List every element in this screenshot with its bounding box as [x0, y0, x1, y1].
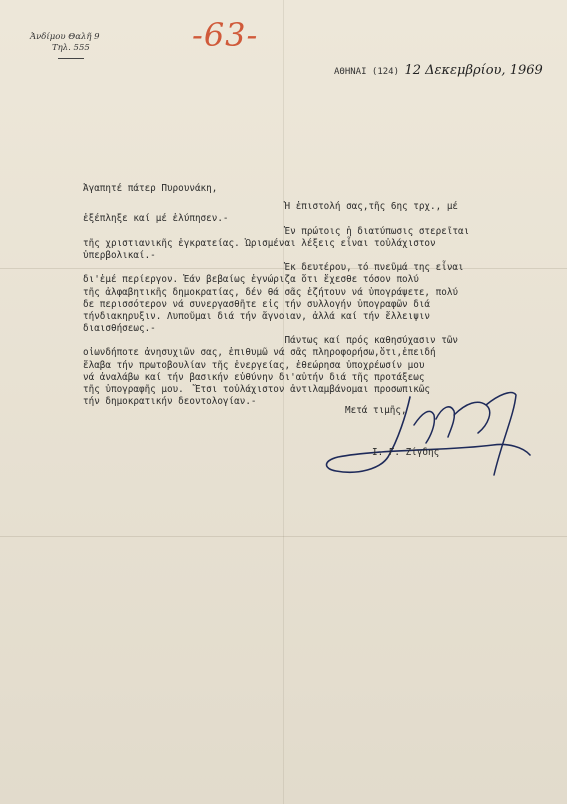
- letter-closing: Μετά τιμῆς,: [345, 405, 407, 416]
- address-underline: [58, 58, 84, 59]
- letter-line: δι'ἐμέ περίεργον. Ἐάν βεβαίως ἐγνώριζα ὅτι ἔχεσθε τόσον πολύ: [83, 274, 419, 286]
- letter-body: [83, 183, 469, 408]
- letter-line: ἔλαβα τήν πρωτοβουλίαν τῆς ἐνεργείας, ἐθεώρησα ὑποχρέωσίν μου: [83, 359, 425, 371]
- letter-line: ἐξέπληξε καί μέ ἐλύπησεν.-: [83, 213, 229, 225]
- letter-line: Πάντως καί πρός καθησύχασιν τῶν: [83, 335, 459, 347]
- dateline-date: 12 Δεκεμβρίου, 1969: [404, 63, 543, 78]
- letter-line: τῆς ὑπογραφῆς μου. Ἔτσι τοὐλάχιστον ἀντιλαμβάνομαι προσωπικῶς: [83, 384, 431, 395]
- letter-line: τῆς ἀλφαβητικῆς δημοκρατίας, δέν θά σᾶς ἐζήτουν νά ὑπογράψετε, πολύ: [83, 286, 459, 298]
- letter-line: Ἐκ δευτέρου, τό πνεῦμά της εἶναι: [83, 262, 464, 274]
- letter-line: Ἐν πρώτοις ἡ διατύπωσις στερεῖται: [83, 225, 470, 237]
- address-phone: Τηλ. 555: [52, 43, 90, 53]
- address-line: Ἀνδίμου Θαλῆ 9: [30, 32, 100, 42]
- letter-line: οἱωνδήποτε ἀνησυχιῶν σας, ἐπιθυμῶ νά σᾶς πληροφορήσω,ὅτι,ἐπειδή: [83, 347, 436, 359]
- dateline-city: ΑΘΗΝΑΙ (124): [334, 67, 400, 77]
- signer-name: Ι. Γ. Ζίγδης: [372, 447, 440, 458]
- letter-line: ὑπερβολικαί.-: [83, 249, 156, 261]
- dateline: [334, 63, 543, 78]
- letter-line: τήνδιακηρυξιν. Λυποῦμαι διά τήν ἄγνοιαν, ἀλλά καί τήν ἔλλειψιν: [83, 310, 431, 322]
- letter-line: τῆς χριστιανικῆς ἐγκρατείας. Ὡρισμέναι λέξεις εἶναι τοὐλάχιστον: [83, 237, 436, 249]
- handwritten-signature: [318, 385, 538, 495]
- letter-salutation: Ἀγαπητέ πάτερ Πυρουνάκη,: [83, 183, 218, 194]
- letter-line: νά ἀναλάβω καί τήν βασικήν εὐθύνην δι'αὐτήν διά τῆς προτάξεως: [83, 371, 425, 383]
- letterhead-address: [30, 32, 100, 54]
- letter-line: Ἡ ἐπιστολή σας,τῆς 6ης τρχ., μέ: [83, 201, 459, 213]
- letter-line: διαισθήσεως.-: [83, 323, 156, 335]
- letter-line: δε περισσότερον νά συνεργασθῆτε εἰς τήν συλλογήν ὑπογραφῶν διά: [83, 298, 431, 310]
- letter-line: τήν δημοκρατικήν δεοντολογίαν.-: [83, 396, 257, 408]
- handwritten-page-number: -63-: [192, 16, 259, 54]
